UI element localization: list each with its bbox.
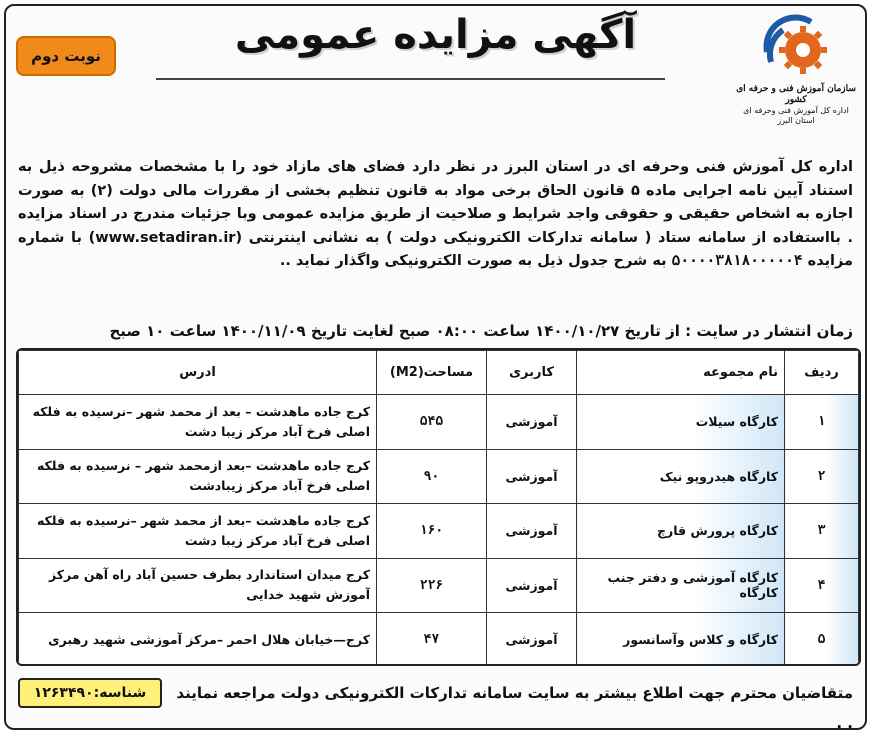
table-row xyxy=(19,613,859,667)
intro-text-3: به شرح جدول ذیل به صورت الکترونیکی واگذار نماید .. xyxy=(279,253,667,269)
logo-province: استان البرز xyxy=(777,116,815,125)
table-header-row xyxy=(19,351,859,395)
cell-name: کارگاه و کلاس وآسانسور xyxy=(577,613,785,667)
cell-row-number: ۵ xyxy=(785,613,859,667)
cell-row-number: ۳ xyxy=(785,504,859,559)
properties-table-wrapper xyxy=(16,348,861,666)
cell-address: کرج جاده ماهدشت –بعد از محمد شهر –نرسیده به فلکه اصلی فرخ آباد مرکز زیبا دشت xyxy=(19,504,377,559)
cell-area: ۴۷ xyxy=(377,613,487,667)
cell-address: کرج میدان استاندارد بطرف حسین آباد راه آهن مرکز آموزش شهید خدایی xyxy=(19,558,377,613)
table-row xyxy=(19,449,859,504)
gear-logo-icon xyxy=(761,12,831,82)
logo-name: سازمان آموزش فنی و حرفه ای کشور xyxy=(736,84,856,105)
header-address: ادرس xyxy=(19,351,377,395)
table-row xyxy=(19,504,859,559)
publication-dates: زمان انتشار در سایت : از تاریخ ۱۴۰۰/۱۰/۲۷ ساعت ۰۸:۰۰ صبح لغایت تاریخ ۱۴۰۰/۱۱/۰۹ ساعت ۱۰ صبح xyxy=(109,322,853,340)
title-underline xyxy=(156,74,665,80)
properties-table xyxy=(18,350,859,666)
cell-use: آموزشی xyxy=(487,449,577,504)
cell-row-number: ۲ xyxy=(785,449,859,504)
cell-area: ۱۶۰ xyxy=(377,504,487,559)
cell-name: کارگاه سیلات xyxy=(577,395,785,450)
cell-row-number: ۱ xyxy=(785,395,859,450)
table-row xyxy=(19,558,859,613)
logo-subtitle: اداره کل آموزش فنی وحرفه ای xyxy=(743,106,849,115)
cell-address: کرج—خیابان هلال احمر –مرکز آموزشی شهید رهبری xyxy=(19,613,377,667)
cell-address: کرج جاده ماهدشت – بعد از محمد شهر –نرسیده به فلکه اصلی فرخ آباد مرکز زیبا دشت xyxy=(19,395,377,450)
website-link[interactable]: (www.setadiran.ir) xyxy=(88,229,243,246)
cell-row-number: ۴ xyxy=(785,558,859,613)
cell-address: کرج جاده ماهدشت –بعد ازمحمد شهر – نرسیده به فلکه اصلی فرخ آباد مرکز زیبادشت xyxy=(19,449,377,504)
cell-use: آموزشی xyxy=(487,395,577,450)
footer-note: متقاضیان محترم جهت اطلاع بیشتر به سایت سامانه تدارکات الکترونیکی دولت مراجعه نمایند . . xyxy=(176,684,853,732)
round-badge: نوبت دوم xyxy=(16,36,116,76)
table-row xyxy=(19,395,859,450)
cell-use: آموزشی xyxy=(487,558,577,613)
organization-logo xyxy=(735,12,857,144)
cell-name: کارگاه پرورش قارچ xyxy=(577,504,785,559)
page-title: آگهی مزایده عمومی xyxy=(234,12,637,58)
header-row-number: ردیف xyxy=(785,351,859,395)
cell-name: کارگاه هیدروپو نیک xyxy=(577,449,785,504)
header-area: مساحت(M2) xyxy=(377,351,487,395)
header-name: نام مجموعه xyxy=(577,351,785,395)
cell-area: ۵۴۵ xyxy=(377,395,487,450)
intro-paragraph xyxy=(18,156,853,274)
cell-area: ۲۲۶ xyxy=(377,558,487,613)
header-use: کاربری xyxy=(487,351,577,395)
intro-text-1: اداره کل آموزش فنی وحرفه ای در استان البرز در نظر دارد فضای های مازاد خود را با مشخصات مشروحه ذیل به استناد آیین نامه اجرایی ماده ۵ قانون الحاق برخی مواد به قانون تنظیم بخشی از مقررات مالی دولت (۲) به صورت اجازه به اشخاص حقیقی و حقوقی واجد شرایط و صلاحیت از طریق مزایده عمومی وبا جزئیات مندرج در اسناد مزایده . بااستفاده از سامانه ستاد ( سامانه تدارکات الکترونیکی دولت ) به نشانی اینترنتی xyxy=(18,159,853,246)
advertisement-frame xyxy=(4,4,867,730)
intro-text-2: با شماره مزایده xyxy=(18,229,853,269)
auction-number: ۵۰۰۰۰۳۸۱۸۰۰۰۰۰۴ xyxy=(671,253,803,269)
header xyxy=(6,6,865,156)
cell-use: آموزشی xyxy=(487,504,577,559)
cell-name: کارگاه آموزشی و دفتر جنب کارگاه xyxy=(577,558,785,613)
cell-area: ۹۰ xyxy=(377,449,487,504)
cell-use: آموزشی xyxy=(487,613,577,667)
ad-id-badge: شناسه:۱۲۶۳۴۹۰ xyxy=(18,678,162,708)
